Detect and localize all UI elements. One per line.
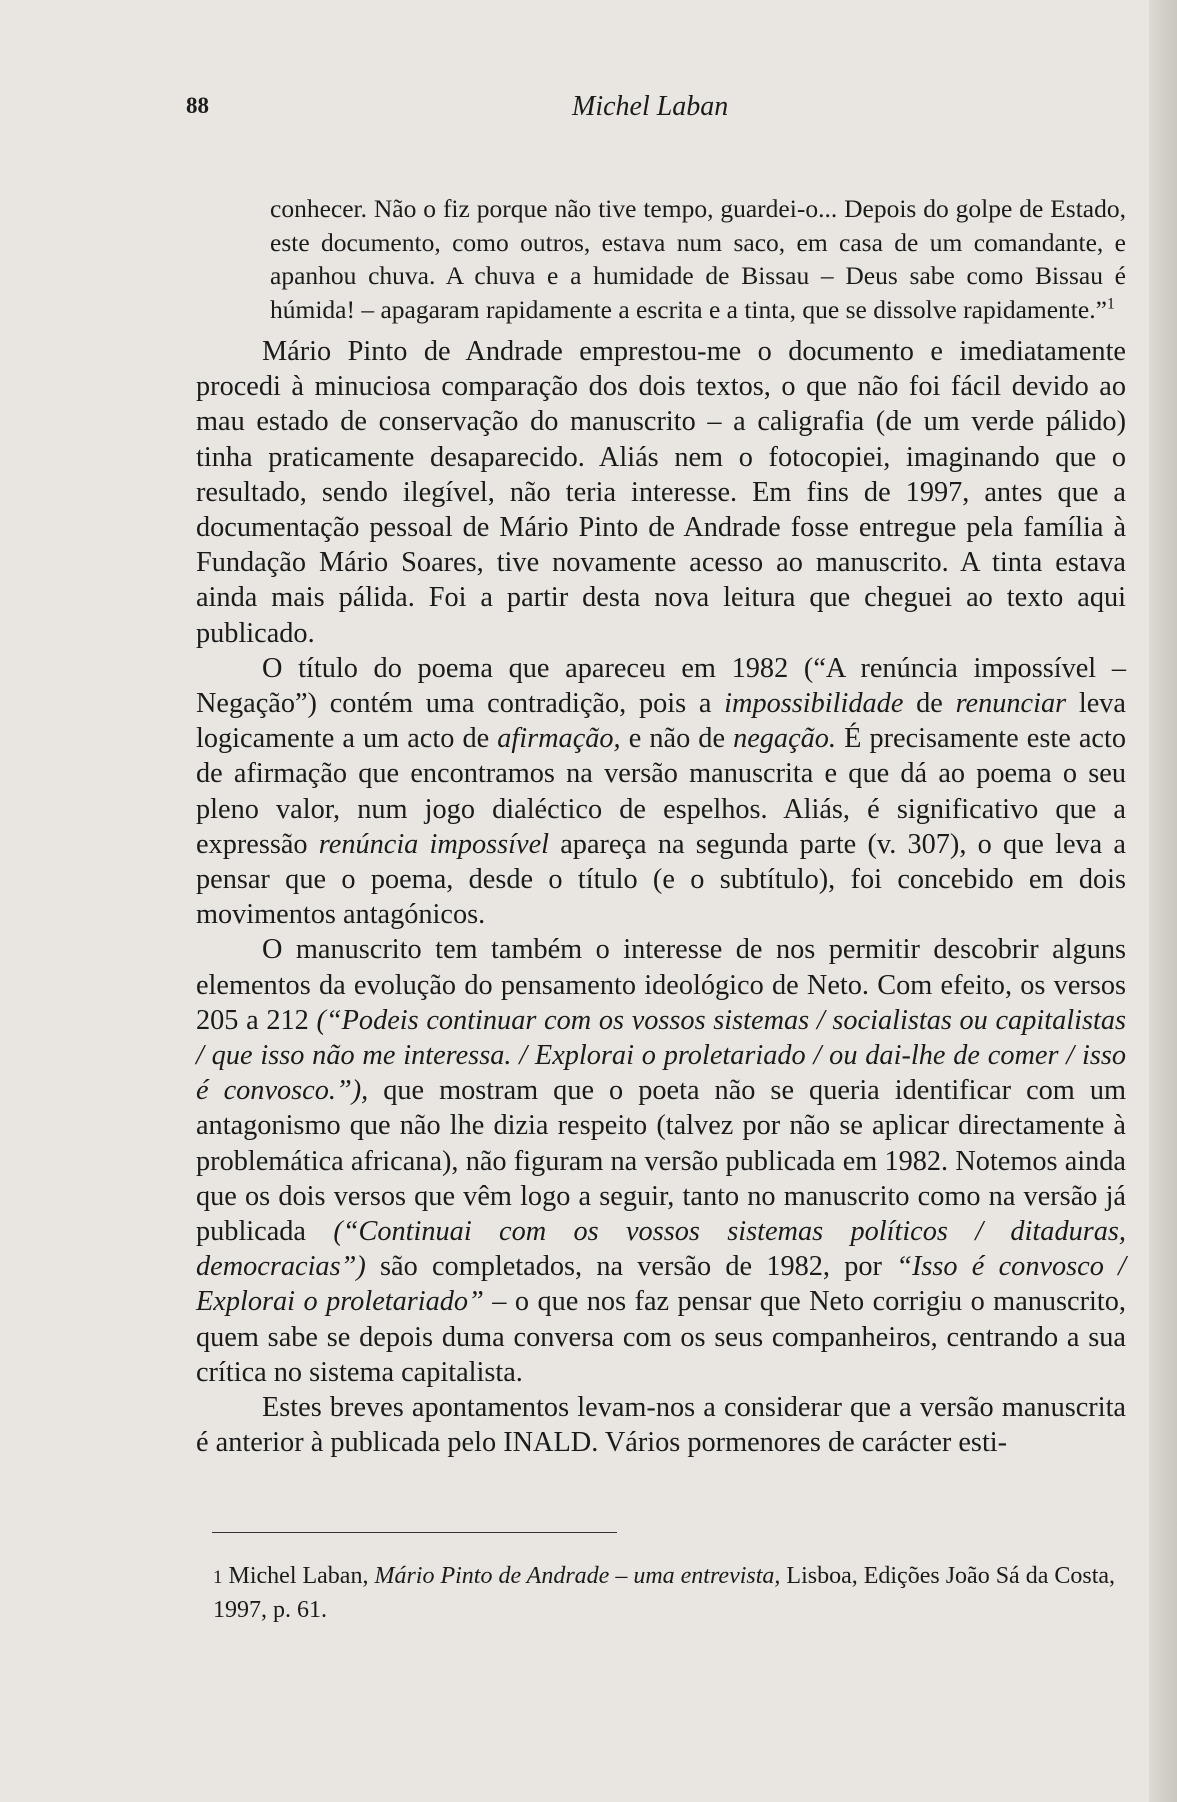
p3-italic-f: “Isso é convosco / Explorai o proletariado” bbox=[196, 1251, 1126, 1318]
p2-italic-j: renúncia impossível bbox=[318, 828, 550, 860]
paragraph-3 bbox=[196, 932, 1126, 1390]
p3-text-g: – o que nos faz pensar que Neto corrigiu o manuscrito, quem sabe se depois duma conversa com os seus companheiros, centrando a sua crítica no sistema capitalista. bbox=[196, 1286, 1126, 1388]
page-number: 88 bbox=[186, 93, 209, 118]
p2-italic-f: afirmação, bbox=[497, 723, 621, 755]
running-head: Michel Laban bbox=[572, 91, 729, 122]
footnote-number: 1 bbox=[213, 1567, 223, 1588]
block-quote bbox=[270, 192, 1126, 326]
footnote-divider bbox=[212, 1532, 617, 1533]
quote-text: conhecer. Não o fiz porque não tive tempo, guardei-o... Depois do golpe de Estado, este documento, como outros, estava num saco, em casa de um comandante, e apanhou chuva. A chuva e a humidade de Bissau – Deus sabe como Bissau é húmida! – apagaram rapidamente a escrita e a tinta, que se dissolve rapidamente.” bbox=[270, 194, 1126, 324]
p3-text-c: que mostram que o poeta não se queria identificar com um antagonismo que não lhe dizia respeito (talvez por não se aplicar directamente à problemática africana), não figuram na versão publicada em 1982. Notemos ainda que os dois versos que vêm logo a seguir, tanto no manuscrito como na versão já publicada bbox=[196, 1075, 1126, 1248]
paragraph-1: Mário Pinto de Andrade emprestou-me o documento e imediatamente procedi à minuciosa comparação dos dois textos, o que não foi fácil devido ao mau estado de conservação do manuscrito – a caligrafia (de um verde pálido) tinha praticamente desaparecido. Aliás nem o fotocopiei, imaginando que o resultado, sendo ilegível, não teria interesse. Em fins de 1997, antes que a documentação pessoal de Mário Pinto de Andrade fosse entregue pela família à Fundação Mário Soares, tive novamente acesso ao manuscrito. A tinta estava ainda mais pálida. Foi a partir desta nova leitura que cheguei ao texto aqui publicado. bbox=[196, 336, 1126, 649]
p2-text-a: O título do poema que apareceu em 1982 (“A renúncia impossível – Negação”) contém uma contradição, pois a bbox=[196, 652, 1126, 720]
footnote-reference: 1 bbox=[1106, 295, 1115, 312]
p2-italic-d: renunciar bbox=[955, 688, 1067, 720]
p2-text-c: de bbox=[903, 688, 956, 720]
footnote-italic-title: Mário Pinto de Andrade – uma entrevista, bbox=[374, 1563, 781, 1589]
footnote-text-a: Michel Laban, bbox=[228, 1563, 375, 1589]
p2-text-i: É precisamente este acto de afirmação que encontramos na versão manuscrita e que dá ao poema o seu pleno valor, num jogo dialéctico de espelhos. Aliás, é significativo que a expressão bbox=[196, 723, 1126, 860]
p2-text-g: e não de bbox=[620, 723, 734, 755]
paragraph-4: Estes breves apontamentos levam-nos a considerar que a versão manuscrita é anterior à publicada pelo INALD. Vários pormenores de carácter esti- bbox=[196, 1392, 1126, 1459]
p3-text-e: são completados, na versão de 1982, por bbox=[365, 1251, 897, 1283]
p2-italic-b: impossibilidade bbox=[724, 688, 904, 720]
footnote-text-c: Lisboa, Edições João Sá da Costa, 1997, p. 61. bbox=[213, 1563, 1116, 1623]
p3-italic-d: (“Continuai com os vossos sistemas políticos / ditaduras, democracias”) bbox=[196, 1216, 1126, 1283]
page-header bbox=[186, 93, 1036, 133]
p2-text-e: leva logicamente a um acto de bbox=[196, 688, 1126, 755]
p2-text-k: apareça na segunda parte (v. 307), o que leva a pensar que o poema, desde o título (e o subtítulo), foi concebido em dois movimentos antagónicos. bbox=[196, 828, 1126, 931]
footnote bbox=[213, 1560, 1128, 1626]
body-text bbox=[196, 192, 1126, 1461]
p3-italic-b: (“Podeis continuar com os vossos sistemas / socialistas ou capitalistas / que isso não me interessa. / Explorai o proletariado / ou dai-lhe de comer / isso é convosco.”), bbox=[196, 1004, 1126, 1107]
p2-italic-h: negação. bbox=[733, 723, 837, 755]
p3-text-a: O manuscrito tem também o interesse de nos permitir descobrir alguns elementos da evolução do pensamento ideológico de Neto. Com efeito, os versos 205 a 212 bbox=[196, 934, 1126, 1036]
page-edge-shadow bbox=[1149, 0, 1177, 1802]
paragraph-2 bbox=[196, 651, 1126, 933]
